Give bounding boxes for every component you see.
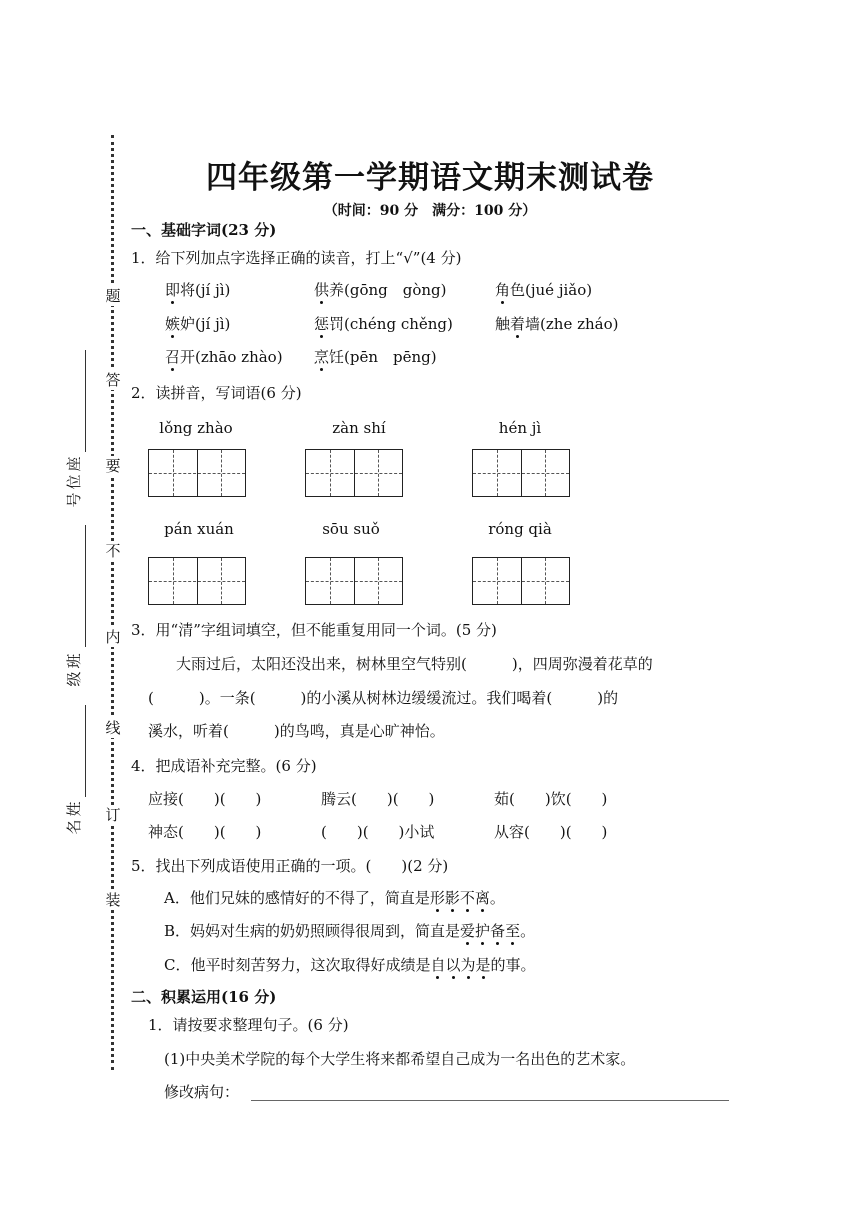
binding-dotted-line [111, 135, 114, 1070]
fix-sentence-answer-line[interactable] [251, 1100, 729, 1101]
page-title: 四年级第一学期语文期末测试卷 [206, 160, 654, 196]
section1-heading: 一、基础字词(23 分) [131, 221, 277, 239]
pinyin-label: hén jì [498, 419, 542, 437]
name-field [85, 705, 86, 797]
seal-char: 题 [103, 286, 123, 306]
class-label: 班 级 [65, 653, 83, 687]
q3-passage-line: 大雨过后，太阳还没出来，树林里空气特别( )，四周弥漫着花草的 [176, 655, 653, 673]
q4-prompt: 4．把成语补充完整。(6 分) [131, 757, 317, 775]
q3-prompt: 3．用“清”字组词填空，但不能重复用同一个词。(5 分) [131, 621, 497, 639]
pinyin-label: róng qià [488, 520, 552, 538]
q5-option-a: A．他们兄妹的感情好的不得了，简直是形影不离。 [164, 889, 505, 907]
writing-grid[interactable] [472, 449, 570, 497]
name-label: 姓 名 [65, 801, 83, 835]
pinyin-label: zàn shí [332, 419, 386, 437]
pinyin-label: lǒng zhào [159, 419, 233, 437]
q5-prompt: 5．找出下列成语使用正确的一项。( )(2 分) [131, 857, 449, 875]
idiom-item: 腾云( )( ) [321, 790, 435, 808]
writing-grid[interactable] [305, 449, 403, 497]
s2-sentence: (1)中央美术学院的每个大学生将来都希望自己成为一名出色的艺术家。 [164, 1050, 636, 1068]
idiom-item: 应接( )( ) [148, 790, 262, 808]
q2-prompt: 2．读拼音，写词语(6 分) [131, 384, 302, 402]
q5-option-b: B．妈妈对生病的奶奶照顾得很周到，简直是爱护备至。 [164, 922, 536, 940]
exam-info: （时间：90 分 满分：100 分） [323, 203, 537, 219]
section2-heading: 二、积累运用(16 分) [131, 988, 277, 1006]
dotted-idiom: 爱护备至 [460, 922, 521, 940]
idiom-item: 神态( )( ) [148, 823, 262, 841]
q1-prompt: 1．给下列加点字选择正确的读音，打上“√”(4 分) [131, 249, 462, 267]
q1-item: 角色(jué jiǎo) [495, 281, 593, 299]
q1-item: 嫉妒(jí jì) [165, 315, 231, 333]
seal-char: 订 [103, 805, 123, 825]
seal-char: 答 [103, 370, 123, 390]
pinyin-label: sōu suǒ [322, 520, 380, 538]
seal-char: 装 [103, 890, 123, 910]
seal-char: 要 [103, 456, 123, 476]
writing-grid[interactable] [305, 557, 403, 605]
seat-number-field [85, 350, 86, 452]
seal-char: 内 [103, 627, 123, 647]
q1-item: 触着墙(zhe zháo) [495, 315, 619, 333]
q1-item: 供养(gōng gòng) [314, 281, 447, 299]
seat-number-label: 座 位 号 [65, 456, 83, 508]
q1-item: 惩罚(chéng chěng) [314, 315, 453, 333]
pinyin-label: pán xuán [164, 520, 234, 538]
q1-item: 即将(jí jì) [165, 281, 231, 299]
q5-option-c: C．他平时刻苦努力，这次取得好成绩是自以为是的事。 [164, 956, 536, 974]
seal-char: 不 [103, 541, 123, 561]
q1-item: 召开(zhāo zhào) [165, 348, 283, 366]
idiom-item: 茹( )饮( ) [494, 790, 608, 808]
writing-grid[interactable] [148, 449, 246, 497]
class-field [85, 525, 86, 647]
q3-passage-line: ( )。一条( )的小溪从树林边缓缓流过。我们喝着( )的 [148, 689, 619, 707]
q3-passage-line: 溪水，听着( )的鸟鸣，真是心旷神怡。 [148, 722, 445, 740]
s2-q1-prompt: 1．请按要求整理句子。(6 分) [148, 1016, 349, 1034]
writing-grid[interactable] [472, 557, 570, 605]
idiom-item: 从容( )( ) [494, 823, 608, 841]
writing-grid[interactable] [148, 557, 246, 605]
q1-item: 烹饪(pēn pēng) [314, 348, 437, 366]
dotted-idiom: 形影不离 [429, 889, 490, 907]
seal-char: 线 [103, 718, 123, 738]
fix-sentence-label: 修改病句： [164, 1083, 240, 1101]
dotted-idiom: 自以为是 [430, 956, 491, 974]
idiom-item: ( )( )小试 [321, 823, 435, 841]
